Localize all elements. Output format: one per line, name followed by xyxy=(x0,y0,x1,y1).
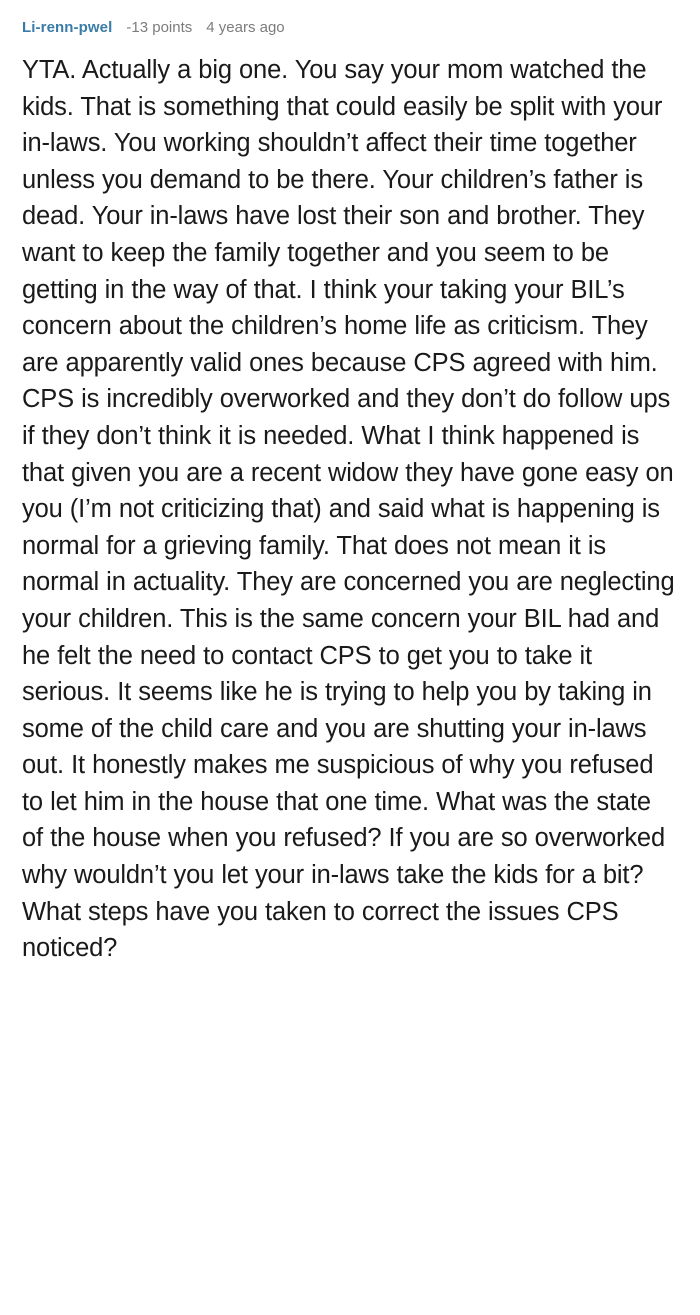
comment-meta xyxy=(22,18,678,38)
comment-author[interactable]: Li-renn-pwel xyxy=(22,19,113,36)
comment-timestamp: 4 years ago xyxy=(206,19,285,36)
comment-score: -13 points xyxy=(126,19,193,36)
comment-body: YTA. Actually a big one. You say your mom watched the kids. That is something that could easily be split with your in-laws. You working shouldn’t affect their time together unless you demand to be there. Your children’s father is dead. Your in-laws have lost their son and brother. They want to keep the family together and you seem to be getting in the way of that. I think your taking your BIL’s concern about the children’s home life as criticism. They are apparently valid ones because CPS agreed with him. CPS is incredibly overworked and they don’t do follow ups if they don’t think it is needed. What I think happened is that given you are a recent widow they have gone easy on you (I’m not criticizing that) and said what is happening is normal for a grieving family. That does not mean it is normal in actuality. They are concerned you are neglecting your children. This is the same concern your BIL had and he felt the need to contact CPS to get you to take it serious. It seems like he is trying to help you by taking in some of the child care and you are shutting your in-laws out. It honestly makes me suspicious of why you refused to let him in the house that one time. What was the state of the house when you refused? If you are so overworked why wouldn’t you let your in-laws take the kids for a bit? What steps have you taken to correct the issues CPS noticed? xyxy=(22,56,675,963)
